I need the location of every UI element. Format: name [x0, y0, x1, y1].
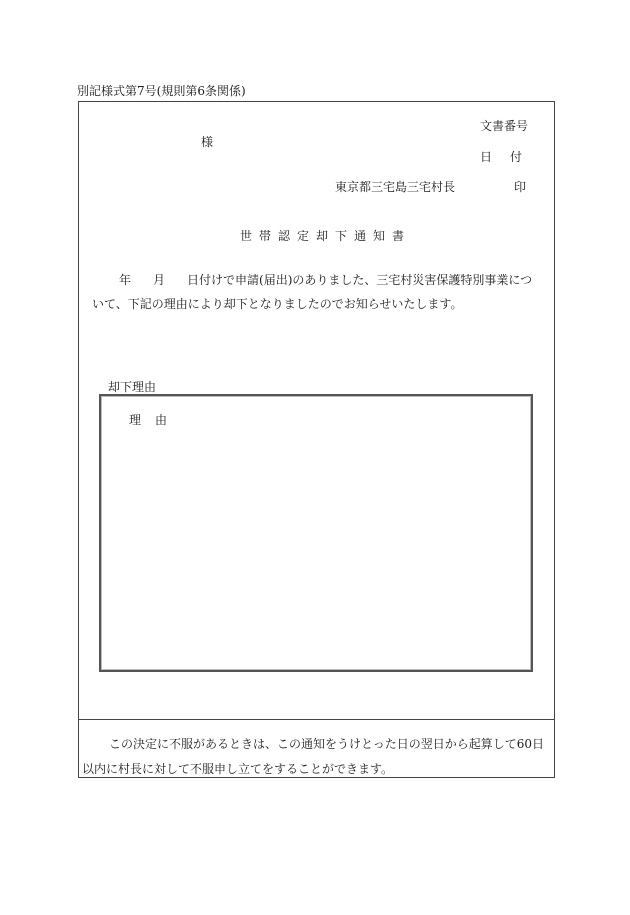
- reason-inner-label: 理由: [129, 413, 182, 427]
- seal-mark: 印: [514, 180, 527, 194]
- body-month: 月: [153, 273, 166, 287]
- document-title: 世帯認定却下通知書: [240, 229, 412, 243]
- body-line-1-rest: 日付けで申請(届出)のありました、三宅村災害保護特別事業につ: [187, 273, 533, 287]
- body-line-1: [119, 271, 532, 288]
- addressee-suffix: 様: [201, 135, 214, 149]
- issuer-name: 東京都三宅島三宅村長: [335, 180, 456, 194]
- notice-line-1: この決定に不服があるときは、この通知をうけとった日の翌日から起算して60日: [109, 737, 545, 751]
- notice-line-2: 以内に村長に対して不服申し立てをすることができます。: [82, 762, 394, 776]
- doc-number-label: 文書番号: [480, 119, 529, 133]
- reason-box: [99, 394, 533, 672]
- date-label: 日付: [480, 150, 541, 164]
- form-label: 別記様式第7号(規則第6条関係): [77, 84, 246, 98]
- body-line-2: いて、下記の理由により却下となりましたのでお知らせいたします。: [92, 297, 463, 311]
- body-year: 年: [119, 273, 132, 287]
- reason-section-label: 却下理由: [108, 380, 157, 394]
- footer-divider: [78, 719, 555, 720]
